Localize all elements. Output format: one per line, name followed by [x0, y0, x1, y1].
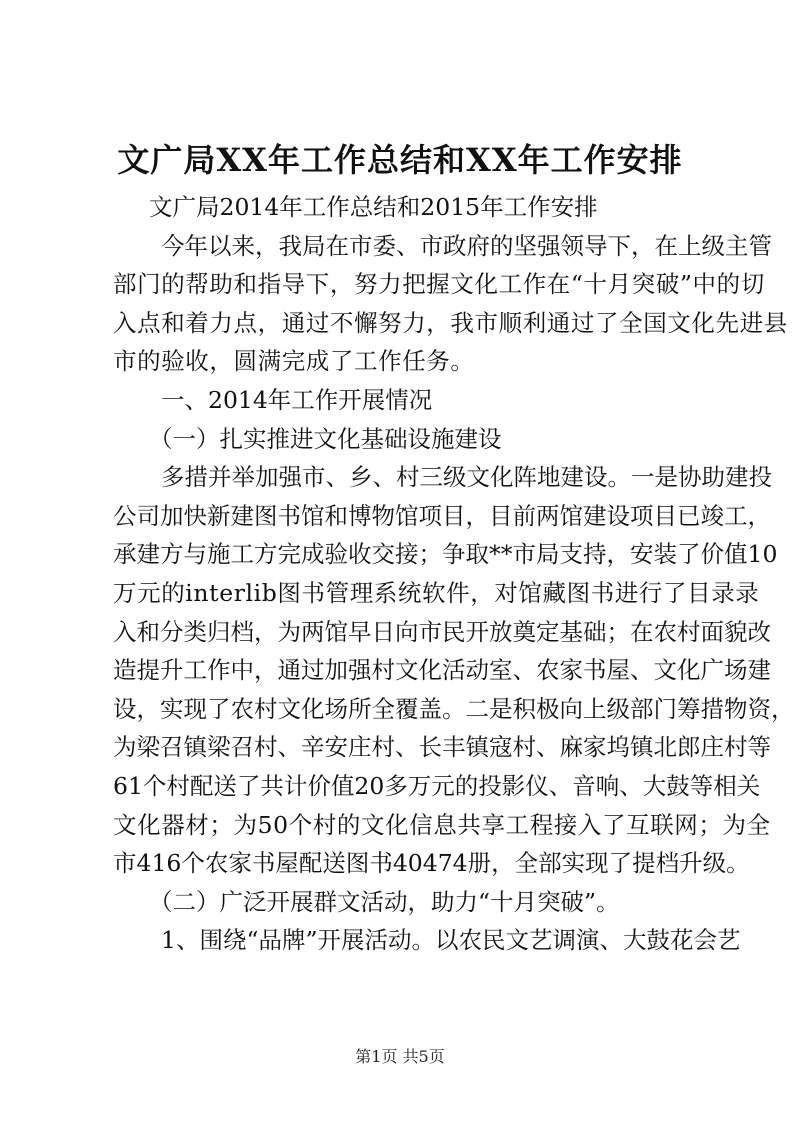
paragraph-line: 部门的帮助和指导下，努力把握文化工作在“十月突破”中的切	[113, 270, 765, 299]
page-number-footer: 第1页 共5页	[355, 1047, 445, 1066]
subsection-heading: （一）扎实推进文化基础设施建设	[149, 424, 502, 453]
section-heading: 一、2014年工作开展情况	[161, 385, 433, 414]
paragraph-line: 1、围绕“品牌”开展活动。以农民文艺调演、大鼓花会艺	[161, 926, 741, 955]
paragraph-line: 今年以来，我局在市委、市政府的坚强领导下，在上级主管	[161, 231, 772, 260]
paragraph-line: 为梁召镇梁召村、辛安庄村、长丰镇寇村、麻家坞镇北郎庄村等	[113, 733, 771, 762]
paragraph-line: 文化器材；为50个村的文化信息共享工程接入了互联网；为全	[113, 810, 771, 839]
paragraph-line: 入点和着力点，通过不懈努力，我市顺利通过了全国文化先进县	[113, 308, 788, 337]
paragraph-line: 市416个农家书屋配送图书40474册，全部实现了提档升级。	[113, 849, 750, 878]
paragraph-line: 造提升工作中，通过加强村文化活动室、农家书屋、文化广场建	[113, 656, 771, 685]
document-body	[113, 188, 795, 960]
paragraph-line: 公司加快新建图书馆和博物馆项目，目前两馆建设项目已竣工，	[113, 501, 771, 530]
paragraph-line: 市的验收，圆满完成了工作任务。	[113, 347, 475, 376]
paragraph-line: 设，实现了农村文化场所全覆盖。二是积极向上级部门筹措物资，	[113, 694, 795, 723]
subsection-heading: （二）广泛开展群文活动，助力“十月突破”。	[149, 887, 620, 916]
page-title: 文广局XX年工作总结和XX年工作安排	[117, 141, 683, 179]
paragraph-line: 入和分类归档，为两馆早日向市民开放奠定基础；在农村面貌改	[113, 617, 771, 646]
paragraph-line: 多措并举加强市、乡、村三级文化阵地建设。一是协助建投	[161, 463, 772, 492]
subtitle-line: 文广局2014年工作总结和2015年工作安排	[149, 193, 598, 221]
paragraph-line: 承建方与施工方完成验收交接；争取**市局支持，安装了价值10	[113, 540, 778, 569]
paragraph-line: 万元的interlib图书管理系统软件，对馆藏图书进行了目录录	[113, 578, 760, 607]
paragraph-line: 61个村配送了共计价值20多万元的投影仪、音响、大鼓等相关	[113, 771, 761, 800]
